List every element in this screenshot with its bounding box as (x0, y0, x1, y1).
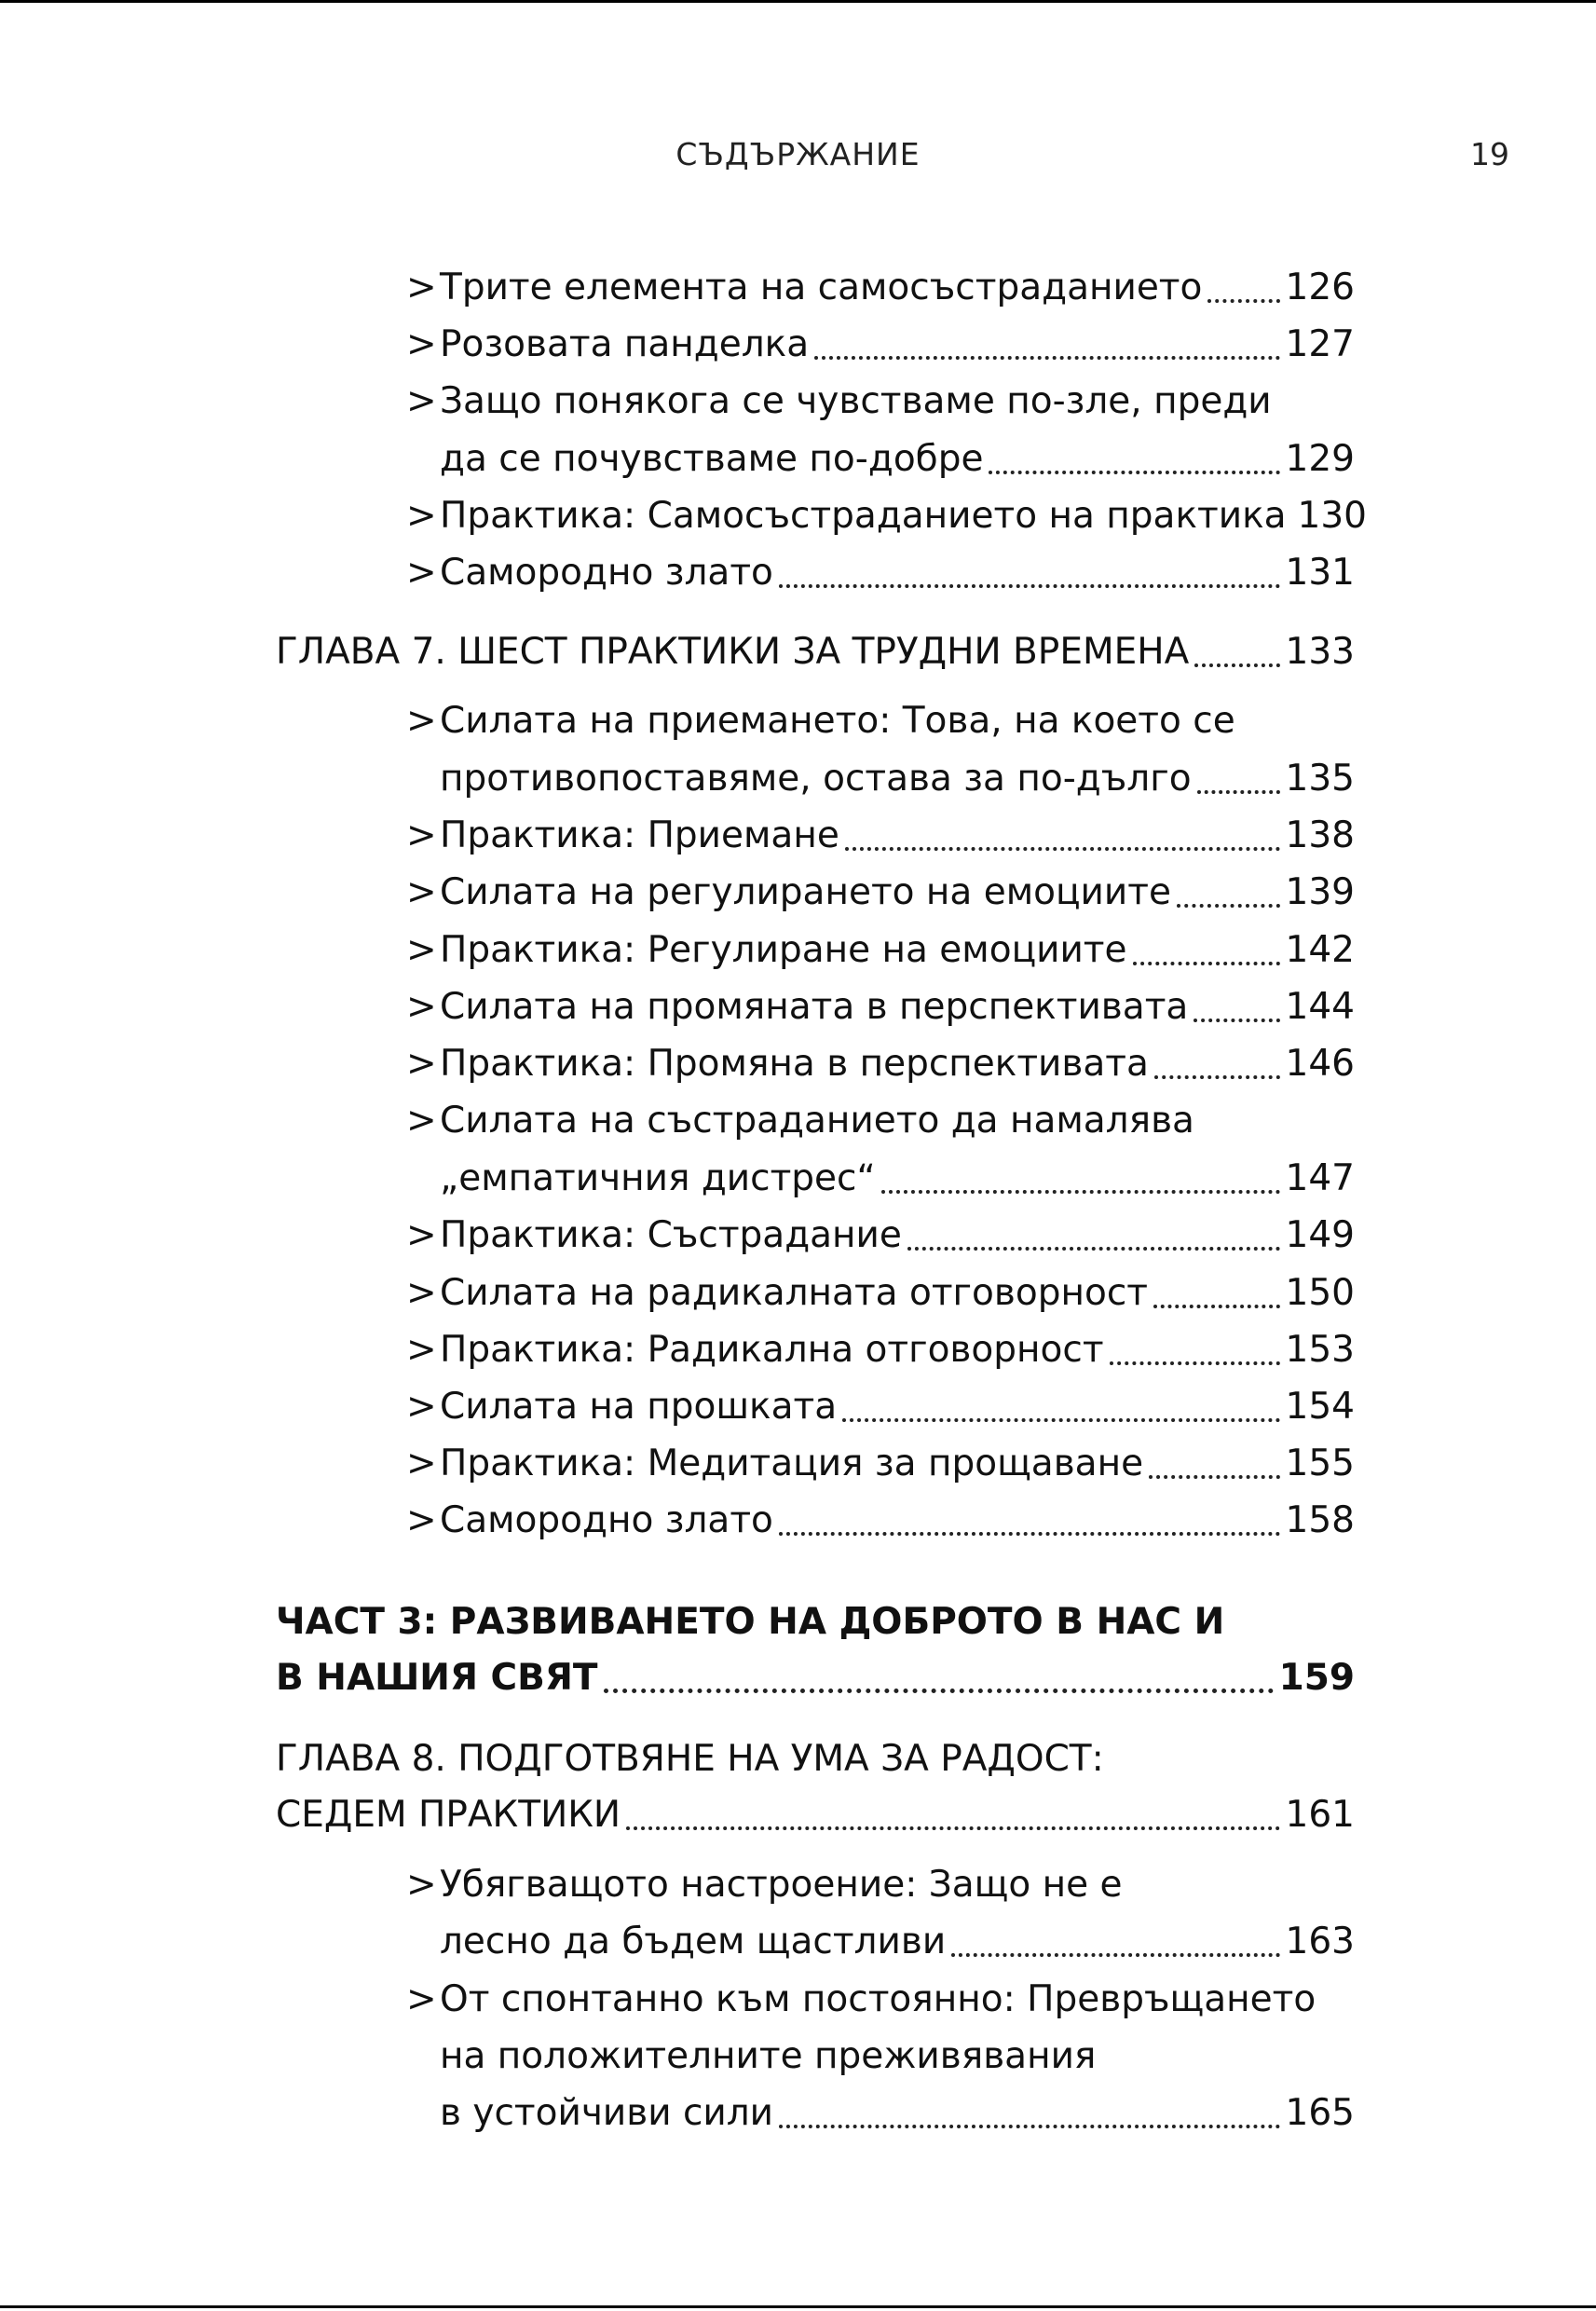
bullet-marker: > (406, 1329, 437, 1371)
entry-title-line: Силата на състраданието да намалява (440, 1100, 1194, 1142)
toc-entry (406, 1036, 1355, 1092)
running-header: СЪДЪРЖАНИЕ (675, 136, 921, 172)
bullet-marker: > (406, 1443, 437, 1484)
entry-title: Трите елемента на самосъстраданието (440, 267, 1203, 308)
entry-title: Практика: Приемане (440, 814, 839, 856)
toc-entry (406, 1151, 1355, 1207)
toc-entry-line (406, 1972, 1355, 2028)
toc-entry (406, 808, 1355, 864)
entry-title-line: Защо понякога се чувстваме по-зле, преди (440, 380, 1272, 422)
toc-entry (406, 1265, 1355, 1321)
entry-page: 158 (1285, 1499, 1355, 1541)
toc-entry-line (406, 374, 1355, 430)
toc-entry-line (406, 693, 1355, 749)
entry-page: 146 (1285, 1043, 1355, 1085)
dot-leader (1153, 1305, 1280, 1308)
toc-entry (406, 1436, 1355, 1492)
toc-entry (406, 979, 1355, 1035)
entry-title: противопоставяме, остава за по-дълго (440, 758, 1192, 800)
bullet-marker: > (406, 986, 437, 1028)
bullet-marker: > (406, 323, 437, 365)
page-number: 19 (1470, 136, 1509, 172)
entry-page: 154 (1285, 1386, 1355, 1428)
toc-entry (406, 1914, 1355, 1970)
entry-page: 163 (1285, 1921, 1355, 1962)
entry-title: Самородно злато (440, 552, 773, 594)
bullet-marker: > (406, 1978, 437, 2020)
dot-leader (1154, 1075, 1280, 1079)
bullet-marker: > (406, 1214, 437, 1256)
entry-page: 131 (1285, 552, 1355, 594)
bottom-border (0, 2305, 1596, 2308)
entry-title-line: Убягващото настроение: Защо не е (440, 1864, 1123, 1906)
dot-leader (814, 356, 1279, 360)
entry-title: Практика: Медитация за прощаване (440, 1443, 1144, 1484)
entry-page: 127 (1285, 323, 1355, 365)
entry-page: 135 (1285, 758, 1355, 800)
dot-leader (1177, 904, 1280, 908)
chapter-title: ГЛАВА 7. ШЕСТ ПРАКТИКИ ЗА ТРУДНИ ВРЕМЕНА (276, 631, 1190, 673)
entry-title: Силата на промяната в перспективата (440, 986, 1189, 1028)
bullet-marker: > (406, 1272, 437, 1314)
chapter-heading (276, 624, 1355, 680)
entry-page: 153 (1285, 1329, 1355, 1371)
entry-page: 130 (1297, 495, 1367, 537)
bullet-marker: > (406, 495, 437, 537)
part-heading (276, 1650, 1355, 1706)
entry-page: 129 (1285, 438, 1355, 480)
bullet-marker: > (406, 1499, 437, 1541)
entry-title: Практика: Промяна в перспективата (440, 1043, 1149, 1085)
entry-page: 144 (1285, 986, 1355, 1028)
toc-entry (406, 488, 1367, 544)
entry-page: 138 (1285, 814, 1355, 856)
bullet-marker: > (406, 814, 437, 856)
dot-leader (845, 847, 1280, 851)
entry-title: в устойчиви сили (440, 2092, 774, 2134)
dot-leader (779, 2125, 1280, 2128)
dot-leader (1149, 1475, 1279, 1479)
toc-entry (406, 1379, 1355, 1435)
entry-title-line: От спонтанно към постоянно: Превръщането (440, 1978, 1316, 2020)
dot-leader (1110, 1361, 1280, 1365)
entry-title: лесно да бъдем щастливи (440, 1921, 947, 1962)
chapter-page: 161 (1285, 1794, 1355, 1836)
toc-entry (406, 431, 1355, 487)
bullet-marker: > (406, 1386, 437, 1428)
chapter-page: 133 (1285, 631, 1355, 673)
bullet-marker: > (406, 1100, 437, 1142)
entry-title-line: Силата на приемането: Това, на което се (440, 700, 1235, 742)
dot-leader (779, 1532, 1280, 1536)
part-heading-line (276, 1594, 1355, 1650)
entry-title: Силата на прошката (440, 1386, 838, 1428)
bullet-marker: > (406, 700, 437, 742)
dot-leader (1194, 663, 1279, 667)
dot-leader (626, 1826, 1279, 1830)
toc-entry (406, 1493, 1355, 1549)
chapter-title: СЕДЕМ ПРАКТИКИ (276, 1794, 621, 1836)
entry-page: 165 (1285, 2092, 1355, 2134)
toc-entry (406, 317, 1355, 373)
bullet-marker: > (406, 929, 437, 971)
dot-leader (842, 1418, 1279, 1422)
dot-leader (951, 1953, 1279, 1957)
entry-page: 155 (1285, 1443, 1355, 1484)
chapter-title-line: ГЛАВА 8. ПОДГОТВЯНЕ НА УМА ЗА РАДОСТ: (276, 1738, 1104, 1780)
toc-entry (406, 1322, 1355, 1378)
bullet-marker: > (406, 1043, 437, 1085)
bullet-marker: > (406, 1864, 437, 1906)
entry-page: 139 (1285, 871, 1355, 913)
entry-page: 149 (1285, 1214, 1355, 1256)
toc-entry (406, 1208, 1355, 1264)
part-page: 159 (1278, 1657, 1355, 1699)
toc-entry-line (406, 1093, 1355, 1149)
entry-title: Самородно злато (440, 1499, 773, 1541)
toc-entry-line (406, 2029, 1355, 2085)
toc-entry-line (406, 1857, 1355, 1913)
entry-title: Практика: Радикална отговорност (440, 1329, 1104, 1371)
toc-entry (406, 545, 1355, 601)
toc-entry (406, 923, 1355, 978)
entry-title: „емпатичния дистрес“ (440, 1157, 876, 1199)
chapter-heading (276, 1787, 1355, 1843)
toc-entry (406, 260, 1355, 316)
chapter-heading-line (276, 1731, 1355, 1787)
toc-entry (406, 865, 1355, 921)
bullet-marker: > (406, 871, 437, 913)
entry-page: 147 (1285, 1157, 1355, 1199)
dot-leader (779, 584, 1280, 588)
toc-entry (406, 2085, 1355, 2141)
entry-page: 142 (1285, 929, 1355, 971)
entry-title: Силата на радикалната отговорност (440, 1272, 1149, 1314)
dot-leader (1133, 962, 1280, 965)
entry-title: Практика: Самосъстраданието на практика (440, 495, 1287, 537)
dot-leader (907, 1247, 1280, 1251)
bullet-marker: > (406, 380, 437, 422)
entry-title: Практика: Състрадание (440, 1214, 902, 1256)
entry-title: Практика: Регулиране на емоциите (440, 929, 1127, 971)
entry-title: да се почувстваме по-добре (440, 438, 984, 480)
entry-title: Силата на регулирането на емоциите (440, 871, 1171, 913)
entry-page: 126 (1285, 267, 1355, 308)
dot-leader (881, 1190, 1280, 1194)
entry-page: 150 (1285, 1272, 1355, 1314)
bullet-marker: > (406, 267, 437, 308)
entry-title-line: на положителните преживявания (440, 2035, 1097, 2077)
dot-leader (1207, 299, 1279, 303)
dot-leader (1197, 790, 1280, 794)
toc-entry (406, 751, 1355, 807)
part-title: В НАШИЯ СВЯТ (276, 1657, 598, 1699)
entry-title: Розовата панделка (440, 323, 810, 365)
dot-leader (1194, 1019, 1279, 1022)
dot-leader (989, 471, 1279, 474)
bullet-marker: > (406, 552, 437, 594)
top-border (0, 0, 1596, 3)
dot-leader (604, 1689, 1274, 1693)
part-title-line: ЧАСТ 3: РАЗВИВАНЕТО НА ДОБРОТО В НАС И (276, 1601, 1225, 1643)
